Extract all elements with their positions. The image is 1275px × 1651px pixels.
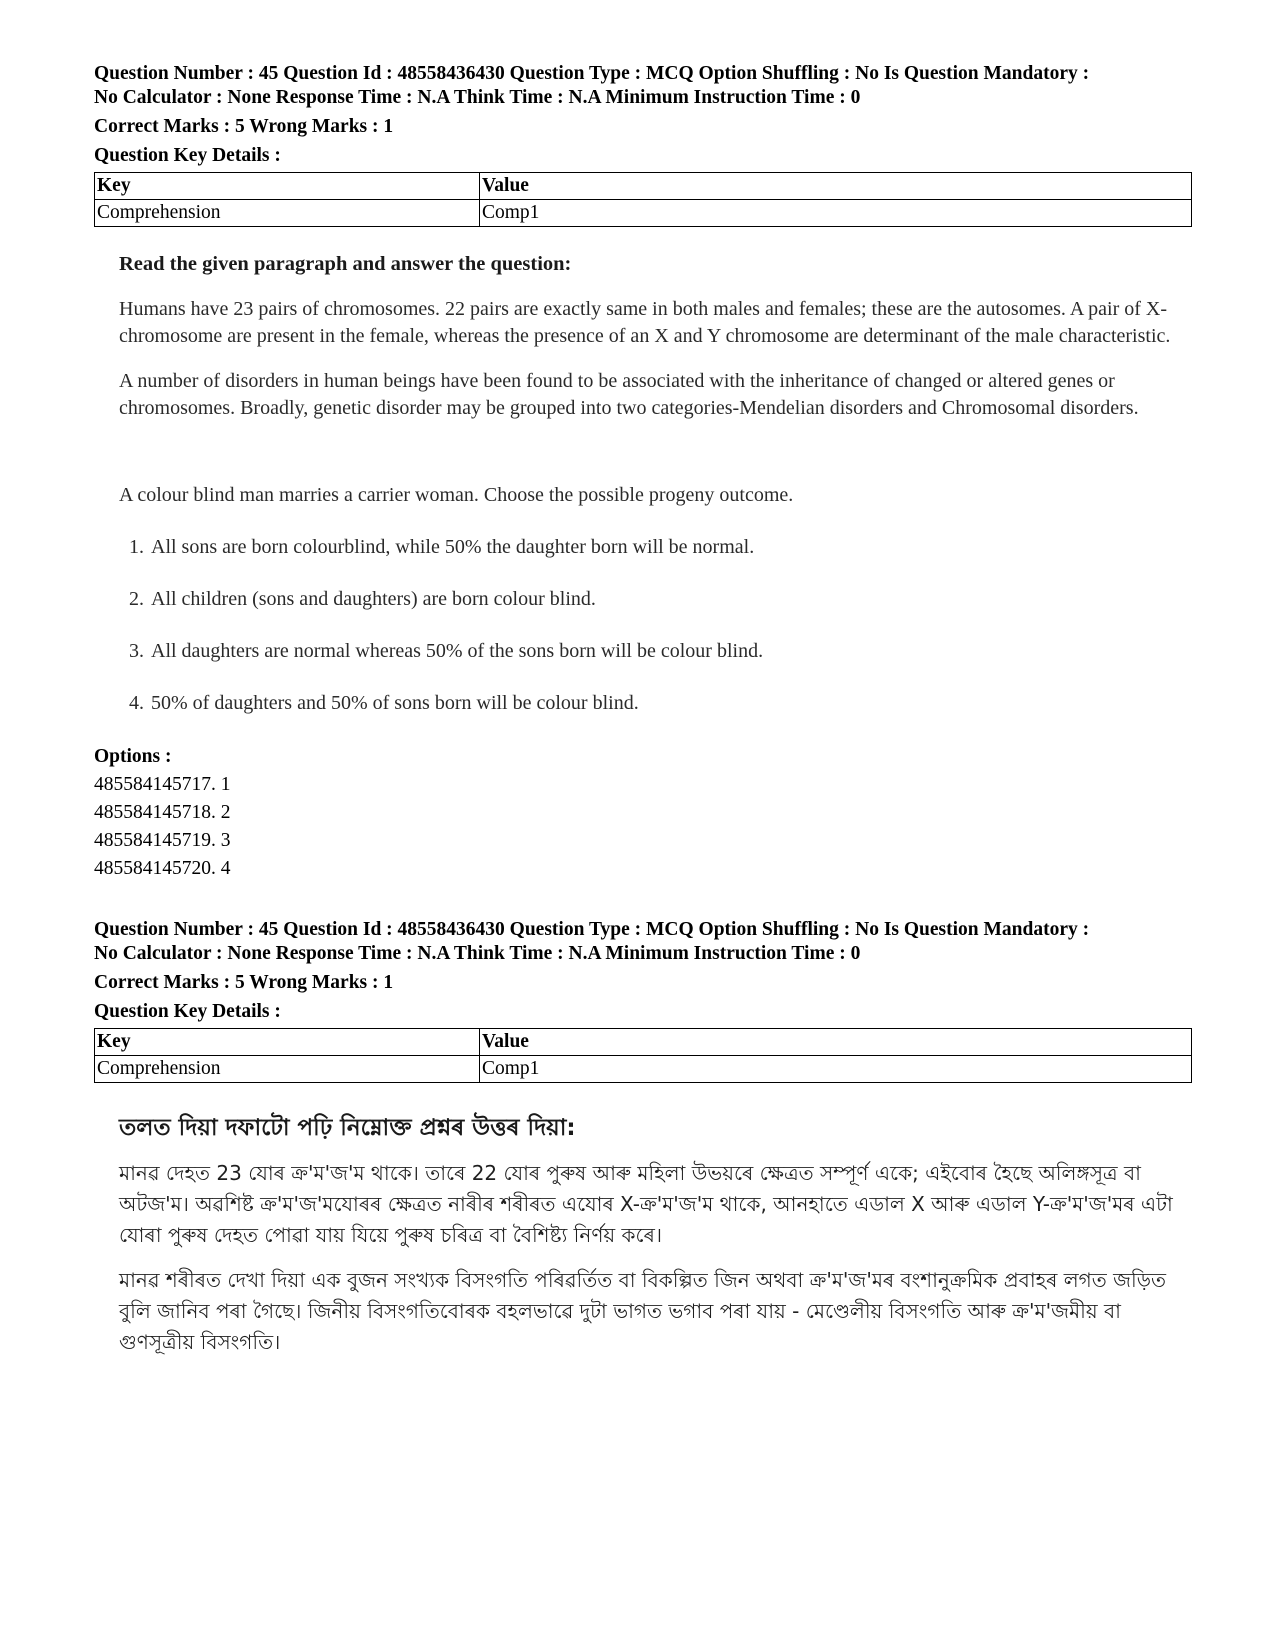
document-page bbox=[94, 62, 1184, 1358]
table-header-key: Key bbox=[95, 1029, 480, 1056]
question-block-2 bbox=[94, 918, 1184, 1358]
table-cell-value: Comp1 bbox=[480, 200, 1192, 227]
choice-item-1: 1. All sons are born colourblind, while 50% the daughter born will be normal. bbox=[149, 534, 1184, 561]
table-cell-key: Comprehension bbox=[95, 1056, 480, 1083]
choice-item-2: 2. All children (sons and daughters) are born colour blind. bbox=[149, 586, 1184, 613]
passage-paragraph-1: মানৱ দেহত 23 যোৰ ক্ৰ'ম'জ'ম থাকে। তাৰে 22 যোৰ পুৰুষ আৰু মহিলা উভয়ৰে ক্ষেত্ৰত সম্পূৰ্ণ একে; এইবোৰ হৈছে অলিঙ্গসূত্ৰ বা অটজ'ম। অৱশিষ্ট ক্ৰ'ম'জ'মযোৰৰ ক্ষেত্ৰত নাৰীৰ শৰীৰত এযোৰ X-ক্ৰ'ম'জ'ম থাকে, আনহাতে এডাল X আৰু এডাল Y-ক্ৰ'ম'জ'মৰ এটা যোৰা পুৰুষ দেহত পোৱা যায় যিয়ে পুৰুষ চৰিত্ৰ বা বৈশিষ্ট্য নিৰ্ণয় কৰে। bbox=[119, 1161, 1173, 1247]
table-cell-key: Comprehension bbox=[95, 200, 480, 227]
question-meta-line-2: No Calculator : None Response Time : N.A Think Time : N.A Minimum Instruction Time : 0 bbox=[94, 943, 861, 964]
table-row bbox=[95, 1056, 1192, 1083]
option-item-4: 485584145720. 4 bbox=[94, 858, 231, 879]
table-header-value: Value bbox=[480, 173, 1192, 200]
option-item-1: 485584145717. 1 bbox=[94, 774, 231, 795]
key-details-table bbox=[94, 1028, 1192, 1083]
marks-line: Correct Marks : 5 Wrong Marks : 1 bbox=[94, 972, 394, 993]
choice-item-4: 4. 50% of daughters and 50% of sons born will be colour blind. bbox=[149, 690, 1184, 717]
question-meta bbox=[94, 62, 1184, 110]
question-meta bbox=[94, 918, 1184, 966]
question-meta-line-1: Question Number : 45 Question Id : 48558436430 Question Type : MCQ Option Shuffling : No Is Question Mandatory : bbox=[94, 919, 1090, 940]
passage-paragraph-2: A number of disorders in human beings have been found to be associated with the inheritance of changed or altered genes or chromosomes. Broadly, genetic disorder may be grouped into two categories-Mendelian disorders and Chromosomal disorders. bbox=[119, 370, 1139, 419]
question-instruction: তলত দিয়া দফাটো পঢ়ি নিম্নোক্ত প্ৰশ্নৰ উত্তৰ দিয়া: bbox=[119, 1115, 576, 1141]
question-stem: A colour blind man marries a carrier woman. Choose the possible progeny outcome. bbox=[119, 484, 794, 506]
marks-line: Correct Marks : 5 Wrong Marks : 1 bbox=[94, 116, 394, 137]
question-meta-line-2: No Calculator : None Response Time : N.A Think Time : N.A Minimum Instruction Time : 0 bbox=[94, 87, 861, 108]
key-details-label: Question Key Details : bbox=[94, 145, 281, 166]
table-row bbox=[95, 200, 1192, 227]
choice-list bbox=[119, 534, 1184, 717]
question-image-english bbox=[119, 251, 1184, 717]
question-image-assamese bbox=[119, 1113, 1184, 1358]
question-meta-line-1: Question Number : 45 Question Id : 48558436430 Question Type : MCQ Option Shuffling : No Is Question Mandatory : bbox=[94, 63, 1090, 84]
choice-item-3: 3. All daughters are normal whereas 50% of the sons born will be colour blind. bbox=[149, 638, 1184, 665]
table-header-row bbox=[95, 173, 1192, 200]
option-item-3: 485584145719. 3 bbox=[94, 830, 231, 851]
table-header-row bbox=[95, 1029, 1192, 1056]
option-item-2: 485584145718. 2 bbox=[94, 802, 231, 823]
options-label: Options : bbox=[94, 746, 172, 767]
key-details-table bbox=[94, 172, 1192, 227]
passage-paragraph-2: মানৱ শৰীৰত দেখা দিয়া এক বুজন সংখ্যক বিসংগতি পৰিৱৰ্তিত বা বিকল্পিত জিন অথবা ক্ৰ'ম'জ'মৰ বংশানুক্ৰমিক প্ৰবাহৰ লগত জড়িত বুলি জানিব পৰা গৈছে। জিনীয় বিসংগতিবোৰক বহলভাৱে দুটা ভাগত ভগাব পৰা যায় - মেণ্ডেলীয় বিসংগতি আৰু ক্ৰ'ম'জমীয় বা গুণসূত্ৰীয় বিসংগতি। bbox=[119, 1268, 1167, 1354]
question-instruction: Read the given paragraph and answer the question: bbox=[119, 253, 572, 275]
table-header-value: Value bbox=[480, 1029, 1192, 1056]
table-cell-value: Comp1 bbox=[480, 1056, 1192, 1083]
passage-paragraph-1: Humans have 23 pairs of chromosomes. 22 pairs are exactly same in both males and females; these are the autosomes. A pair of X-chromosome are present in the female, whereas the presence of an X and Y chromosome are determinant of the male characteristic. bbox=[119, 298, 1171, 347]
question-block-1 bbox=[94, 62, 1184, 883]
key-details-label: Question Key Details : bbox=[94, 1001, 281, 1022]
table-header-key: Key bbox=[95, 173, 480, 200]
